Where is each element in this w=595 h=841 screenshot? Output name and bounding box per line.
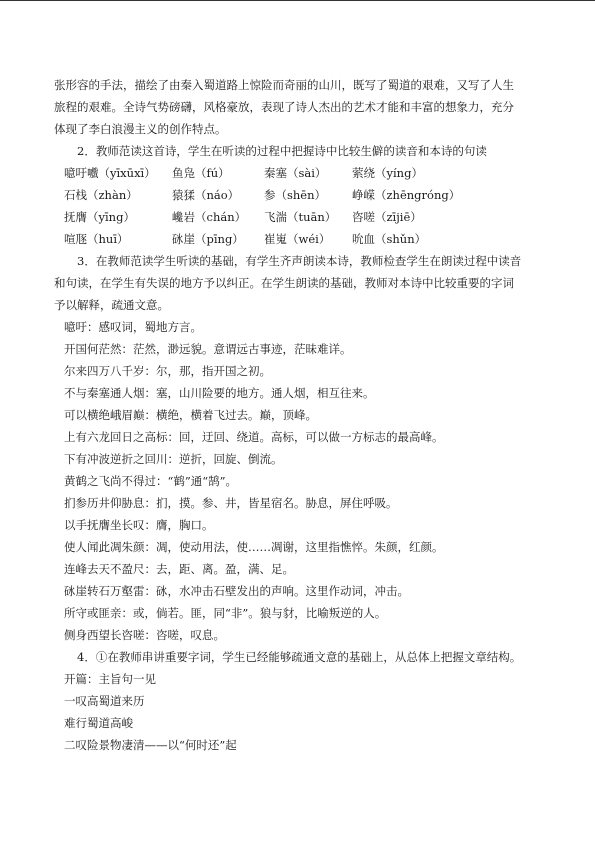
pronunciation-row — [64, 206, 544, 228]
pronunciation-item: 咨嗟（zījiē） — [352, 210, 422, 224]
structure-item: 开篇：主旨句一见 — [64, 672, 156, 686]
pronunciation-item: 秦塞（sài） — [264, 166, 327, 180]
gloss-item: 砯崖转石万壑雷：砯，水冲击石壁发出的声响。这里作动词，冲击。 — [64, 584, 409, 598]
intro-line: 张形容的手法，描绘了由秦入蜀道路上惊险而奇丽的山川，既写了蜀道的艰难，又写了人生 — [54, 78, 514, 92]
intro-line: 体现了李白浪漫主义的创作特点。 — [54, 122, 227, 136]
gloss-item: 不与秦塞通人烟：塞，山川险要的地方。通人烟，相互往来。 — [64, 386, 375, 400]
pronunciation-item: 鱼凫（fú） — [172, 166, 230, 180]
gloss-item: 所守或匪亲：或，倘若。匪，同“非”。狼与豺，比喻叛逆的人。 — [64, 606, 387, 620]
gloss-item: 可以横绝峨眉巅：横绝，横着飞过去。巅，顶峰。 — [64, 408, 317, 422]
gloss-item: 下有冲波逆折之回川：逆折，回旋、倒流。 — [64, 452, 283, 466]
structure-item: 难行蜀道高峻 — [64, 716, 133, 730]
gloss-item: 以手抚膺坐长叹：膺，胸口。 — [64, 518, 214, 532]
header-rule — [0, 0, 595, 1]
pronunciation-item: 峥嵘（zhēngróng） — [352, 188, 461, 202]
pronunciation-item: 吮血（shǔn） — [352, 232, 427, 246]
gloss-item: 黄鹤之飞尚不得过：“鹤”通“鹄”。 — [64, 474, 238, 488]
section2-heading: 2．教师范读这首诗，学生在听读的过程中把握诗中比较生僻的读音和本诗的句读 — [77, 144, 487, 158]
gloss-item: 侧身西望长咨嗟：咨嗟，叹息。 — [64, 628, 225, 642]
section3-line: 予以解释，疏通文意。 — [54, 298, 169, 312]
gloss-item: 上有六龙回日之高标：回，迂回、绕道。高标，可以做一方标志的最高峰。 — [64, 430, 444, 444]
structure-item: 二叹险景物凄清——以“何时还”起 — [64, 738, 237, 752]
pronunciation-row — [64, 162, 544, 184]
pronunciation-item: 崔嵬（wéi） — [264, 232, 331, 246]
pronunciation-item: 巉岩（chán） — [172, 210, 247, 224]
pronunciation-item: 萦绕（yíng） — [352, 166, 423, 180]
document-body — [54, 74, 544, 756]
pronunciation-item: 喧豗（huī） — [64, 232, 129, 246]
pronunciation-item: 猿猱（náo） — [172, 188, 240, 202]
pronunciation-item: 石栈（zhàn） — [64, 188, 138, 202]
pronunciation-table — [54, 162, 544, 250]
gloss-item: 连峰去天不盈尺：去，距、离。盈，满、足。 — [64, 562, 294, 576]
structure-item: 一叹高蜀道来历 — [64, 694, 145, 708]
section3-line: 3．在教师范读学生听读的基础，有学生齐声朗读本诗，教师检查学生在朗读过程中读音 — [77, 254, 522, 268]
pronunciation-item: 砯崖（pīng） — [172, 232, 244, 246]
gloss-item: 扪参历井仰胁息：扪，摸。参、井，皆星宿名。胁息，屏住呼吸。 — [64, 496, 398, 510]
gloss-item: 使人闻此凋朱颜：凋，使动用法，使……凋谢，这里指憔悴。朱颜，红颜。 — [64, 540, 444, 554]
section3-line: 和句读，在学生有失误的地方予以纠正。在学生朗读的基础，教师对本诗中比较重要的字词 — [54, 276, 514, 290]
pronunciation-item: 参（shēn） — [264, 188, 327, 202]
pronunciation-item: 噫吁嚱（yīxūxī） — [64, 166, 156, 180]
pronunciation-item: 抚膺（yīng） — [64, 210, 135, 224]
gloss-item: 尔来四万八千岁：尔，那，指开国之初。 — [64, 364, 271, 378]
section4-heading: 4．①在教师串讲重要字词，学生已经能够疏通文意的基础上，从总体上把握文章结构。 — [77, 650, 522, 664]
pronunciation-item: 飞湍（tuān） — [264, 210, 337, 224]
intro-line: 旅程的艰难。全诗气势磅礴，风格豪放，表现了诗人杰出的艺术才能和丰富的想象力，充分 — [54, 100, 514, 114]
gloss-item: 开国何茫然：茫然，渺远貌。意谓远古事迹，茫昧难详。 — [64, 342, 352, 356]
pronunciation-row — [64, 184, 544, 206]
gloss-item: 噫吁：感叹词，蜀地方言。 — [64, 320, 202, 334]
pronunciation-row — [64, 228, 544, 250]
